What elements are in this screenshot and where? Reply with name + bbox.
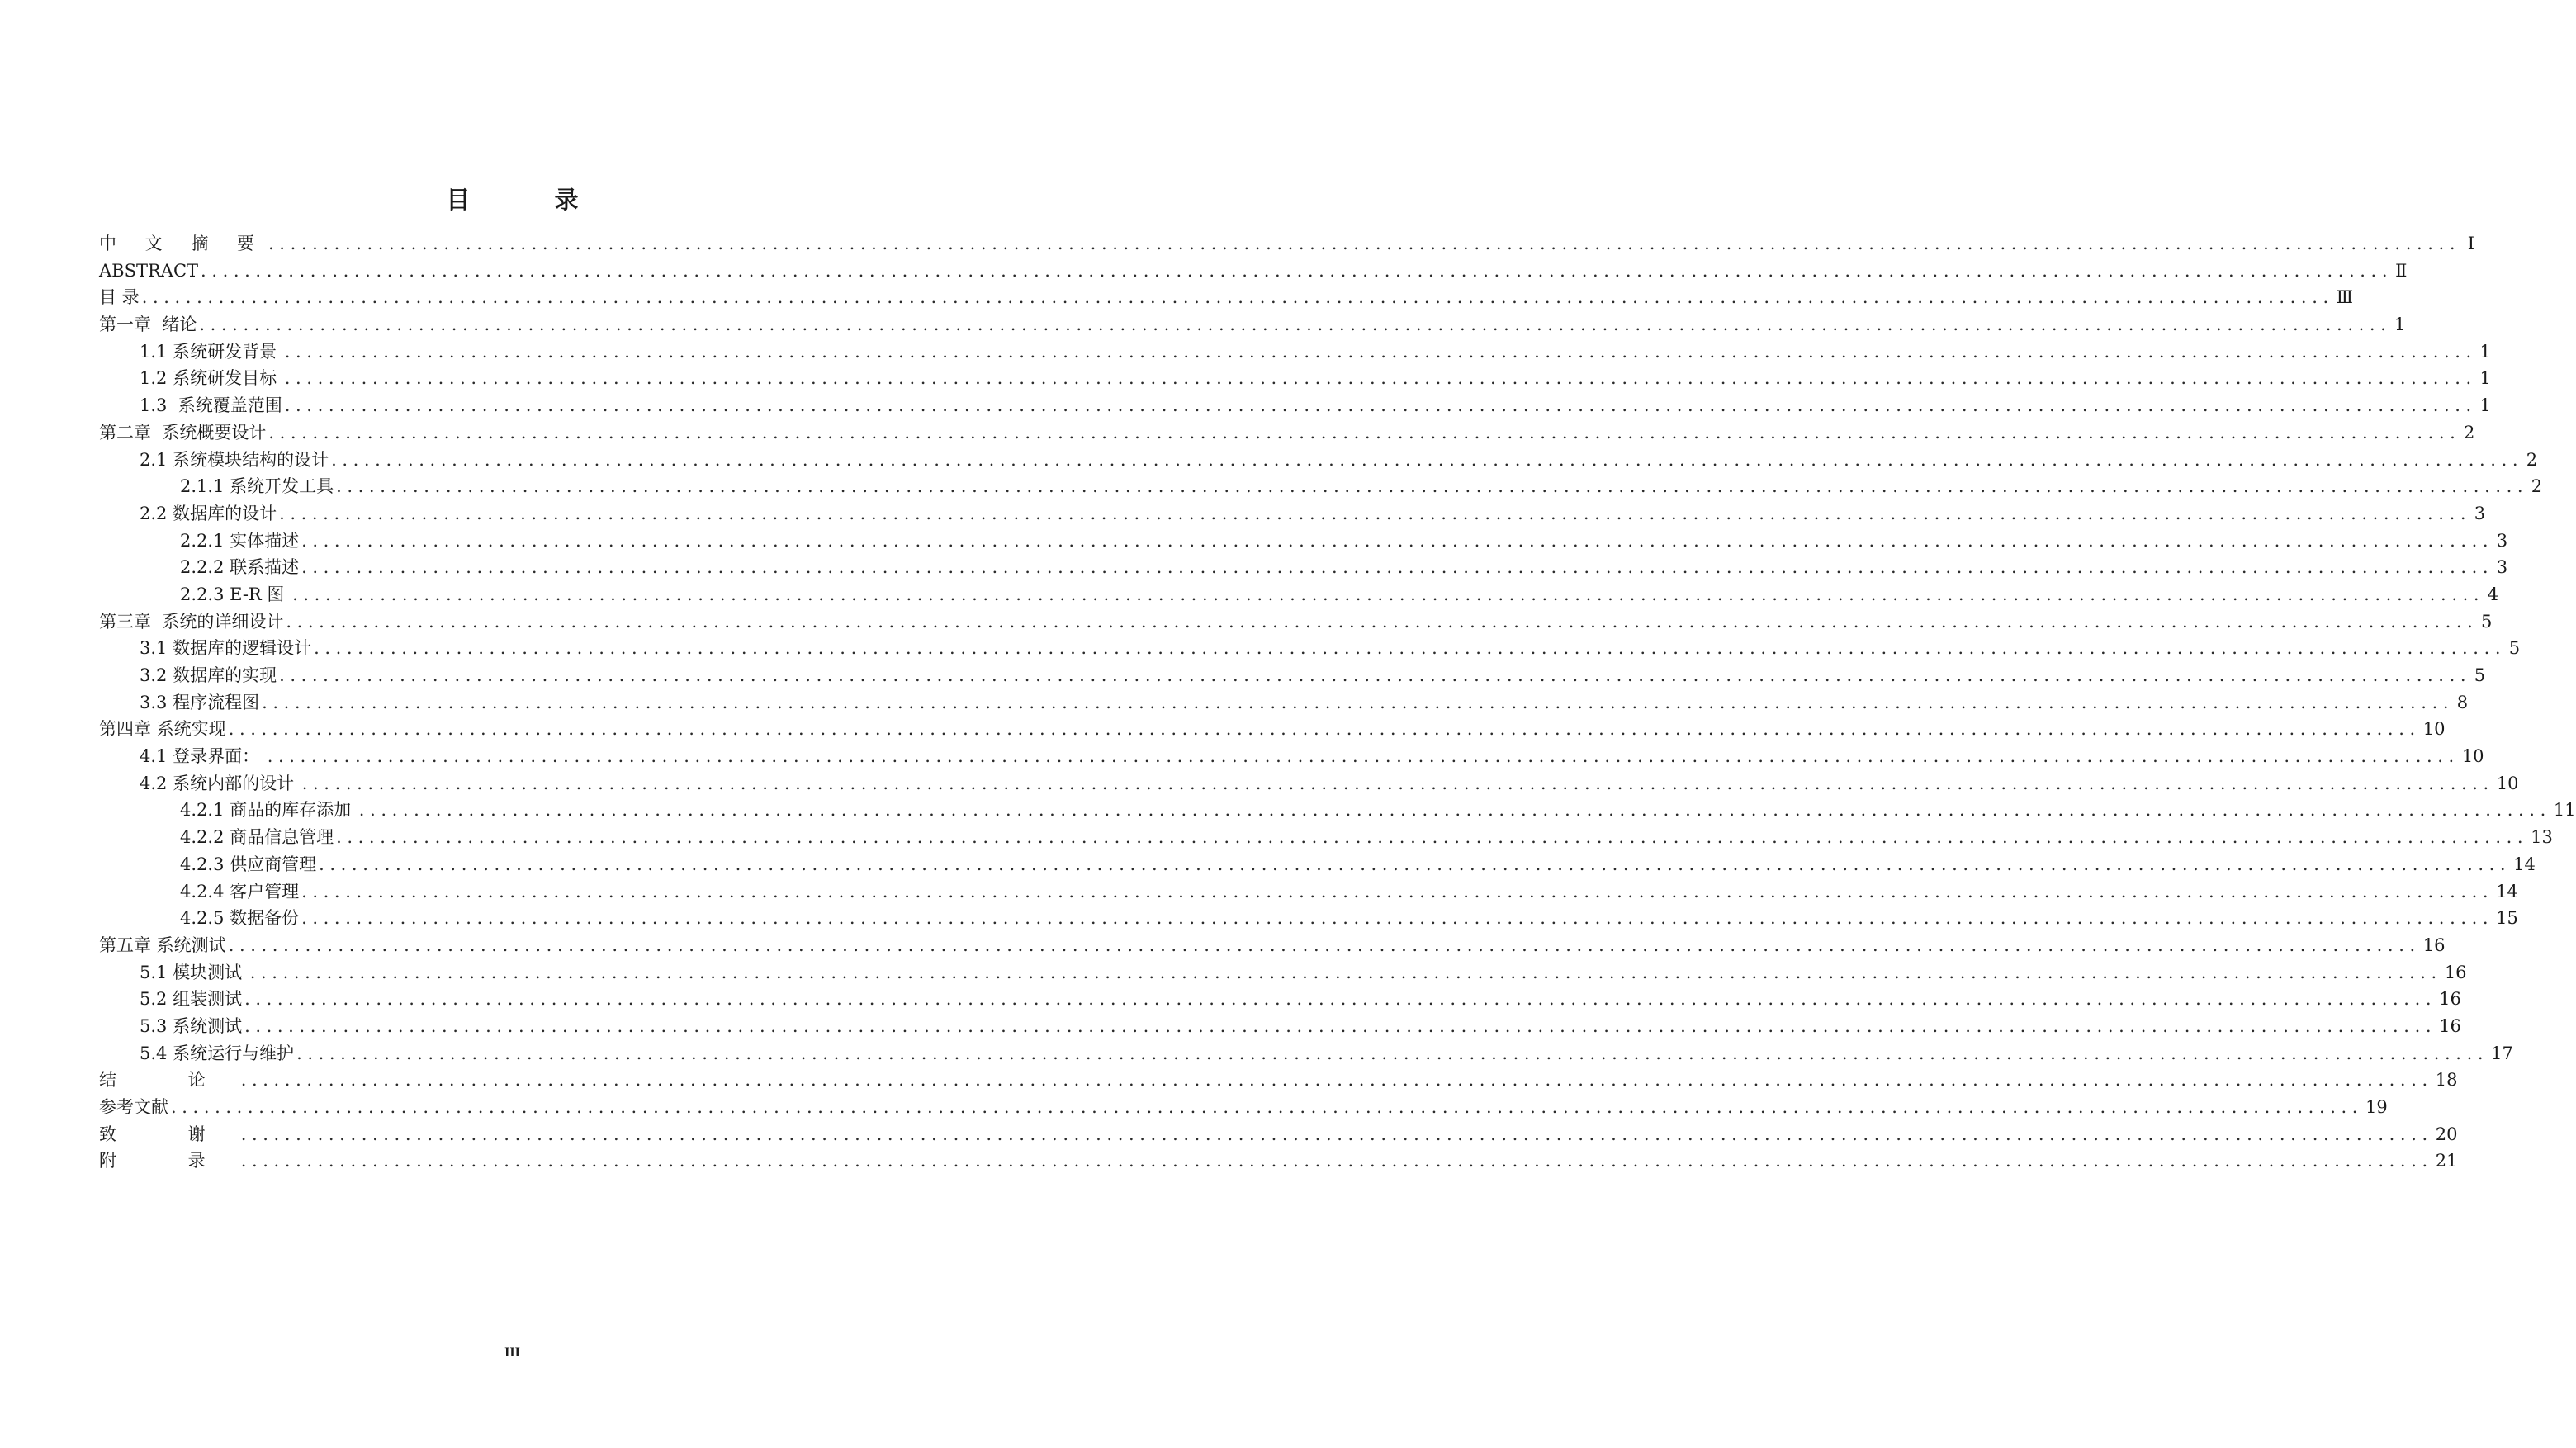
toc-entry-page-number: 16	[2422, 935, 2446, 955]
dot-leader: ........................................................................................................................................................................................................	[331, 449, 2524, 470]
dot-leader: ........................................................................................................................................................................................................	[244, 1015, 2437, 1036]
toc-entry-label: 4.1 登录界面：	[140, 746, 265, 767]
toc-entry-page-number: 2	[2531, 476, 2543, 497]
toc-entry[interactable]	[99, 797, 2576, 824]
toc-entry-label: 1.2 系统研发目标	[140, 368, 282, 389]
toc-entry-label: 2.1.1 系统开发工具	[180, 476, 334, 497]
toc-entry[interactable]	[99, 905, 2518, 932]
toc-entry[interactable]	[99, 770, 2519, 797]
toc-entry-page-number: 14	[2513, 854, 2536, 874]
toc-entry[interactable]	[99, 635, 2521, 662]
toc-entry-label: 第五章 系统测试	[99, 935, 226, 955]
dot-leader: ........................................................................................................................................................................................................	[284, 368, 2477, 389]
dot-leader: ........................................................................................................................................................................................................	[240, 1070, 2433, 1091]
toc-entry-label: 4.2.3 供应商管理	[180, 854, 317, 874]
toc-entry[interactable]	[99, 230, 2475, 258]
toc-entry-page-number: 1	[2394, 315, 2406, 335]
toc-entry[interactable]	[99, 554, 2508, 581]
toc-entry[interactable]	[99, 851, 2536, 878]
toc-entry[interactable]	[99, 824, 2553, 851]
toc-entry-label: 5.1 模块测试	[140, 962, 248, 982]
toc-entry[interactable]	[99, 1148, 2458, 1175]
toc-entry[interactable]	[99, 419, 2475, 447]
toc-entry[interactable]	[99, 1067, 2458, 1094]
dot-leader: ........................................................................................................................................................................................................	[141, 287, 2334, 308]
toc-entry-label: 2.2 数据库的设计	[140, 503, 277, 523]
toc-entry-page-number: 11	[2553, 800, 2576, 821]
toc-entry-label: 第三章 系统的详细设计	[99, 611, 284, 632]
dot-leader: ........................................................................................................................................................................................................	[240, 1151, 2433, 1171]
dot-leader: ........................................................................................................................................................................................................	[262, 692, 2455, 712]
toc-entry[interactable]	[99, 743, 2484, 770]
dot-leader: ........................................................................................................................................................................................................	[240, 1124, 2433, 1144]
toc-entry-label: 2.2.1 实体描述	[180, 530, 300, 551]
toc-entry-page-number: 17	[2491, 1043, 2513, 1063]
toc-entry-page-number: 3	[2496, 530, 2508, 551]
toc-entry[interactable]	[99, 581, 2499, 608]
dot-leader: ........................................................................................................................................................................................................	[319, 854, 2512, 874]
toc-entry-label: 1.1 系统研发背景	[140, 341, 282, 362]
dot-leader: ........................................................................................................................................................................................................	[279, 503, 2472, 523]
dot-leader: ........................................................................................................................................................................................................	[244, 989, 2437, 1010]
toc-entry-label: 第四章 系统实现	[99, 719, 226, 740]
dot-leader: ........................................................................................................................................................................................................	[314, 638, 2507, 659]
toc-entry-label: 4.2.4 客户管理	[180, 881, 300, 901]
toc-entry-page-number: 10	[2422, 719, 2446, 740]
dot-leader: ........................................................................................................................................................................................................	[336, 827, 2529, 848]
table-of-contents	[99, 230, 2576, 1175]
toc-entry-page-number: 20	[2435, 1124, 2458, 1144]
toc-entry-page-number: 1	[2479, 341, 2491, 362]
toc-entry-page-number: 14	[2496, 881, 2518, 901]
toc-entry-label: 5.2 组装测试	[140, 989, 243, 1010]
dot-leader: ........................................................................................................................................................................................................	[268, 234, 2461, 253]
toc-entry[interactable]	[99, 986, 2461, 1013]
page-title: 目 录	[446, 186, 617, 214]
toc-entry[interactable]	[99, 878, 2518, 906]
toc-entry[interactable]	[99, 473, 2543, 500]
toc-entry-page-number: 16	[2439, 1015, 2461, 1036]
toc-entry[interactable]	[99, 716, 2446, 743]
toc-entry-page-number: Ⅰ	[2467, 234, 2475, 253]
toc-entry[interactable]	[99, 500, 2486, 528]
toc-entry-label: ABSTRACT	[99, 260, 199, 281]
toc-entry[interactable]	[99, 959, 2467, 987]
toc-entry-label: 第一章 绪论	[99, 315, 197, 335]
toc-entry-label: 4.2.1 商品的库存添加	[180, 800, 357, 821]
toc-entry-label: 目 录	[99, 287, 140, 308]
toc-entry-page-number: 3	[2496, 557, 2508, 578]
toc-entry[interactable]	[99, 662, 2486, 689]
dot-leader: ........................................................................................................................................................................................................	[171, 1097, 2364, 1117]
toc-entry-page-number: 2	[2464, 422, 2475, 442]
toc-entry[interactable]	[99, 338, 2491, 366]
dot-leader: ........................................................................................................................................................................................................	[284, 395, 2477, 416]
toc-entry-page-number: 5	[2481, 611, 2493, 632]
toc-entry-label: 第二章 系统概要设计	[99, 422, 267, 442]
toc-entry[interactable]	[99, 447, 2538, 474]
toc-entry-page-number: 15	[2496, 908, 2518, 929]
dot-leader: ........................................................................................................................................................................................................	[199, 315, 2392, 335]
toc-entry-label: 5.3 系统测试	[140, 1015, 243, 1036]
toc-entry-page-number: 16	[2439, 989, 2461, 1010]
toc-entry[interactable]	[99, 1094, 2388, 1121]
dot-leader: ........................................................................................................................................................................................................	[301, 881, 2494, 901]
dot-leader: ........................................................................................................................................................................................................	[301, 557, 2494, 578]
toc-entry[interactable]	[99, 284, 2354, 311]
toc-entry-label: 4.2 系统内部的设计	[140, 773, 300, 793]
dot-leader: ........................................................................................................................................................................................................	[301, 908, 2494, 929]
toc-entry[interactable]	[99, 258, 2408, 285]
toc-entry-label: 3.1 数据库的逻辑设计	[140, 638, 312, 659]
toc-entry[interactable]	[99, 608, 2493, 636]
toc-entry-label: 3.2 数据库的实现	[140, 665, 277, 685]
dot-leader: ........................................................................................................................................................................................................	[284, 341, 2477, 362]
toc-entry-label: 4.2.2 商品信息管理	[180, 827, 334, 848]
toc-entry[interactable]	[99, 392, 2491, 419]
dot-leader: ........................................................................................................................................................................................................	[201, 260, 2394, 281]
dot-leader: ........................................................................................................................................................................................................	[268, 422, 2461, 442]
toc-entry-page-number: 18	[2435, 1070, 2458, 1091]
toc-entry[interactable]	[99, 365, 2491, 392]
dot-leader: ........................................................................................................................................................................................................	[228, 935, 2421, 955]
dot-leader: ........................................................................................................................................................................................................	[249, 962, 2442, 982]
toc-entry-page-number: 2	[2526, 449, 2538, 470]
toc-entry-page-number: Ⅱ	[2395, 260, 2408, 281]
toc-entry-label: 3.3 程序流程图	[140, 692, 260, 712]
toc-entry-label: 2.2.2 联系描述	[180, 557, 300, 578]
dot-leader: ........................................................................................................................................................................................................	[336, 476, 2529, 497]
dot-leader: ........................................................................................................................................................................................................	[292, 584, 2485, 604]
toc-entry[interactable]	[99, 1013, 2461, 1040]
dot-leader: ........................................................................................................................................................................................................	[301, 530, 2494, 551]
toc-entry-page-number: 5	[2508, 638, 2521, 659]
toc-entry-label: 致 谢	[99, 1124, 239, 1144]
toc-entry-page-number: 19	[2365, 1097, 2388, 1117]
toc-entry-label: 参考文献	[99, 1097, 168, 1117]
toc-entry-page-number: 21	[2435, 1151, 2458, 1171]
toc-entry[interactable]	[99, 1121, 2458, 1148]
toc-entry[interactable]	[99, 932, 2446, 959]
dot-leader: ........................................................................................................................................................................................................	[296, 1043, 2489, 1063]
toc-entry-label: 4.2.5 数据备份	[180, 908, 300, 929]
toc-entry-page-number: 1	[2479, 395, 2491, 416]
toc-entry-page-number: 3	[2474, 503, 2486, 523]
page-number: III	[504, 1346, 520, 1360]
toc-entry[interactable]	[99, 1040, 2513, 1067]
toc-entry-label: 结 论	[99, 1070, 239, 1091]
toc-entry-page-number: 8	[2456, 692, 2469, 712]
dot-leader: ........................................................................................................................................................................................................	[267, 746, 2460, 767]
toc-entry-label: 5.4 系统运行与维护	[140, 1043, 295, 1063]
toc-entry-page-number: 10	[2496, 773, 2519, 793]
toc-entry-page-number: 16	[2444, 962, 2467, 982]
toc-entry-page-number: 4	[2487, 584, 2499, 604]
toc-entry-label: 中 文 摘 要	[99, 234, 267, 253]
toc-entry-label: 附 录	[99, 1151, 239, 1171]
dot-leader: ........................................................................................................................................................................................................	[301, 773, 2494, 793]
toc-entry-page-number: 1	[2479, 368, 2491, 389]
dot-leader: ........................................................................................................................................................................................................	[358, 800, 2551, 821]
toc-entry-label: 2.2.3 E-R 图	[180, 584, 291, 604]
dot-leader: ........................................................................................................................................................................................................	[228, 719, 2421, 740]
toc-entry[interactable]	[99, 311, 2406, 338]
toc-entry-page-number: 10	[2461, 746, 2484, 767]
toc-entry-page-number: 13	[2531, 827, 2553, 848]
toc-entry-label: 1.3 系统覆盖范围	[140, 395, 282, 416]
toc-entry-label: 2.1 系统模块结构的设计	[140, 449, 329, 470]
toc-entry-page-number: 5	[2474, 665, 2486, 685]
dot-leader: ........................................................................................................................................................................................................	[279, 665, 2472, 685]
toc-entry[interactable]	[99, 689, 2469, 717]
dot-leader: ........................................................................................................................................................................................................	[286, 611, 2479, 632]
toc-entry[interactable]	[99, 528, 2508, 555]
toc-entry-page-number: Ⅲ	[2336, 287, 2354, 308]
